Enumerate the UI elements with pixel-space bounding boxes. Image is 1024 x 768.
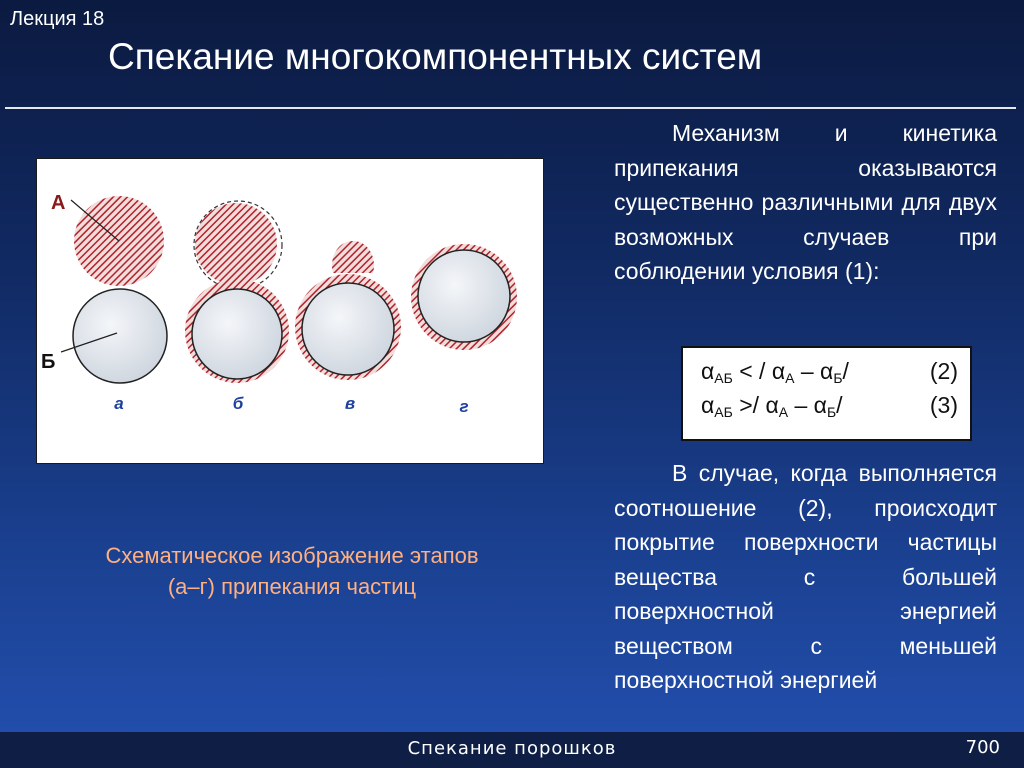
formula-subscript: А xyxy=(778,404,789,420)
formula-end: / xyxy=(836,392,843,418)
formula-minus: – xyxy=(794,358,821,384)
caption-line-1: Схематическое изображение этапов xyxy=(105,543,479,568)
particle-b-stage-b xyxy=(192,289,282,379)
formula-subscript: Б xyxy=(833,370,843,386)
formula-row-3 xyxy=(701,392,843,420)
formula-box xyxy=(681,346,972,441)
caption-line-2: (а–г) припекания частиц xyxy=(167,574,417,599)
title-divider xyxy=(5,107,1016,109)
page-number: 700 xyxy=(965,737,1000,758)
footer-title: Спекание порошков xyxy=(407,738,617,759)
stage-label-d: г xyxy=(459,397,469,416)
formula-symbol: α xyxy=(765,392,779,418)
label-a: А xyxy=(51,192,66,214)
formula-subscript: Б xyxy=(826,404,837,420)
formula-subscript: АБ xyxy=(714,404,733,420)
formula-number-3: (3) xyxy=(929,392,958,418)
formula-minus: – xyxy=(788,392,814,418)
formula-row-2 xyxy=(701,358,849,386)
stage-d-particles xyxy=(411,244,517,350)
formula-subscript: А xyxy=(785,370,795,386)
stage-label-a: а xyxy=(114,394,124,413)
particle-a-stage-b xyxy=(195,203,277,285)
particle-b-stage-c xyxy=(302,283,394,375)
label-b: Б xyxy=(41,351,56,373)
stage-label-b: б xyxy=(232,394,244,413)
formula-symbol: α xyxy=(701,392,715,418)
formula-symbol: α xyxy=(771,358,786,384)
formula-subscript: АБ xyxy=(714,370,733,386)
slide-title: Спекание многокомпонентных систем xyxy=(108,36,763,77)
particle-b-stage-d xyxy=(418,250,510,342)
paragraph-case: В случае, когда выполняется соотношение (2), происходит покрытие поверхности частицы вещества с большей поверхностной энергией веществом с меньшей поверхностной энергией xyxy=(614,460,997,693)
stage-a-particles xyxy=(61,196,167,383)
formula-number-2: (2) xyxy=(929,358,958,384)
stage-label-c: в xyxy=(344,394,356,413)
footer-bar xyxy=(0,732,1024,768)
formula-symbol: α xyxy=(820,358,834,384)
formula-end: / xyxy=(842,358,849,384)
formula-operator: >/ xyxy=(732,392,766,418)
paragraph-mechanism: Механизм и кинетика припекания оказываются существенно различными для двух возможных случаев при соблюдении условия (1): xyxy=(614,120,997,284)
formula-symbol: α xyxy=(813,392,827,418)
formula-symbol: α xyxy=(701,358,715,384)
stage-b-particles xyxy=(185,201,289,383)
particle-b-bottom xyxy=(73,289,167,383)
sintering-stages-figure xyxy=(36,158,544,464)
sintering-diagram xyxy=(37,159,543,463)
figure-caption xyxy=(44,540,540,602)
neck-stage-c xyxy=(332,241,374,273)
formula-operator: < / xyxy=(732,358,772,384)
stage-c-particles xyxy=(295,241,401,380)
lecture-number: Лекция 18 xyxy=(10,8,105,30)
